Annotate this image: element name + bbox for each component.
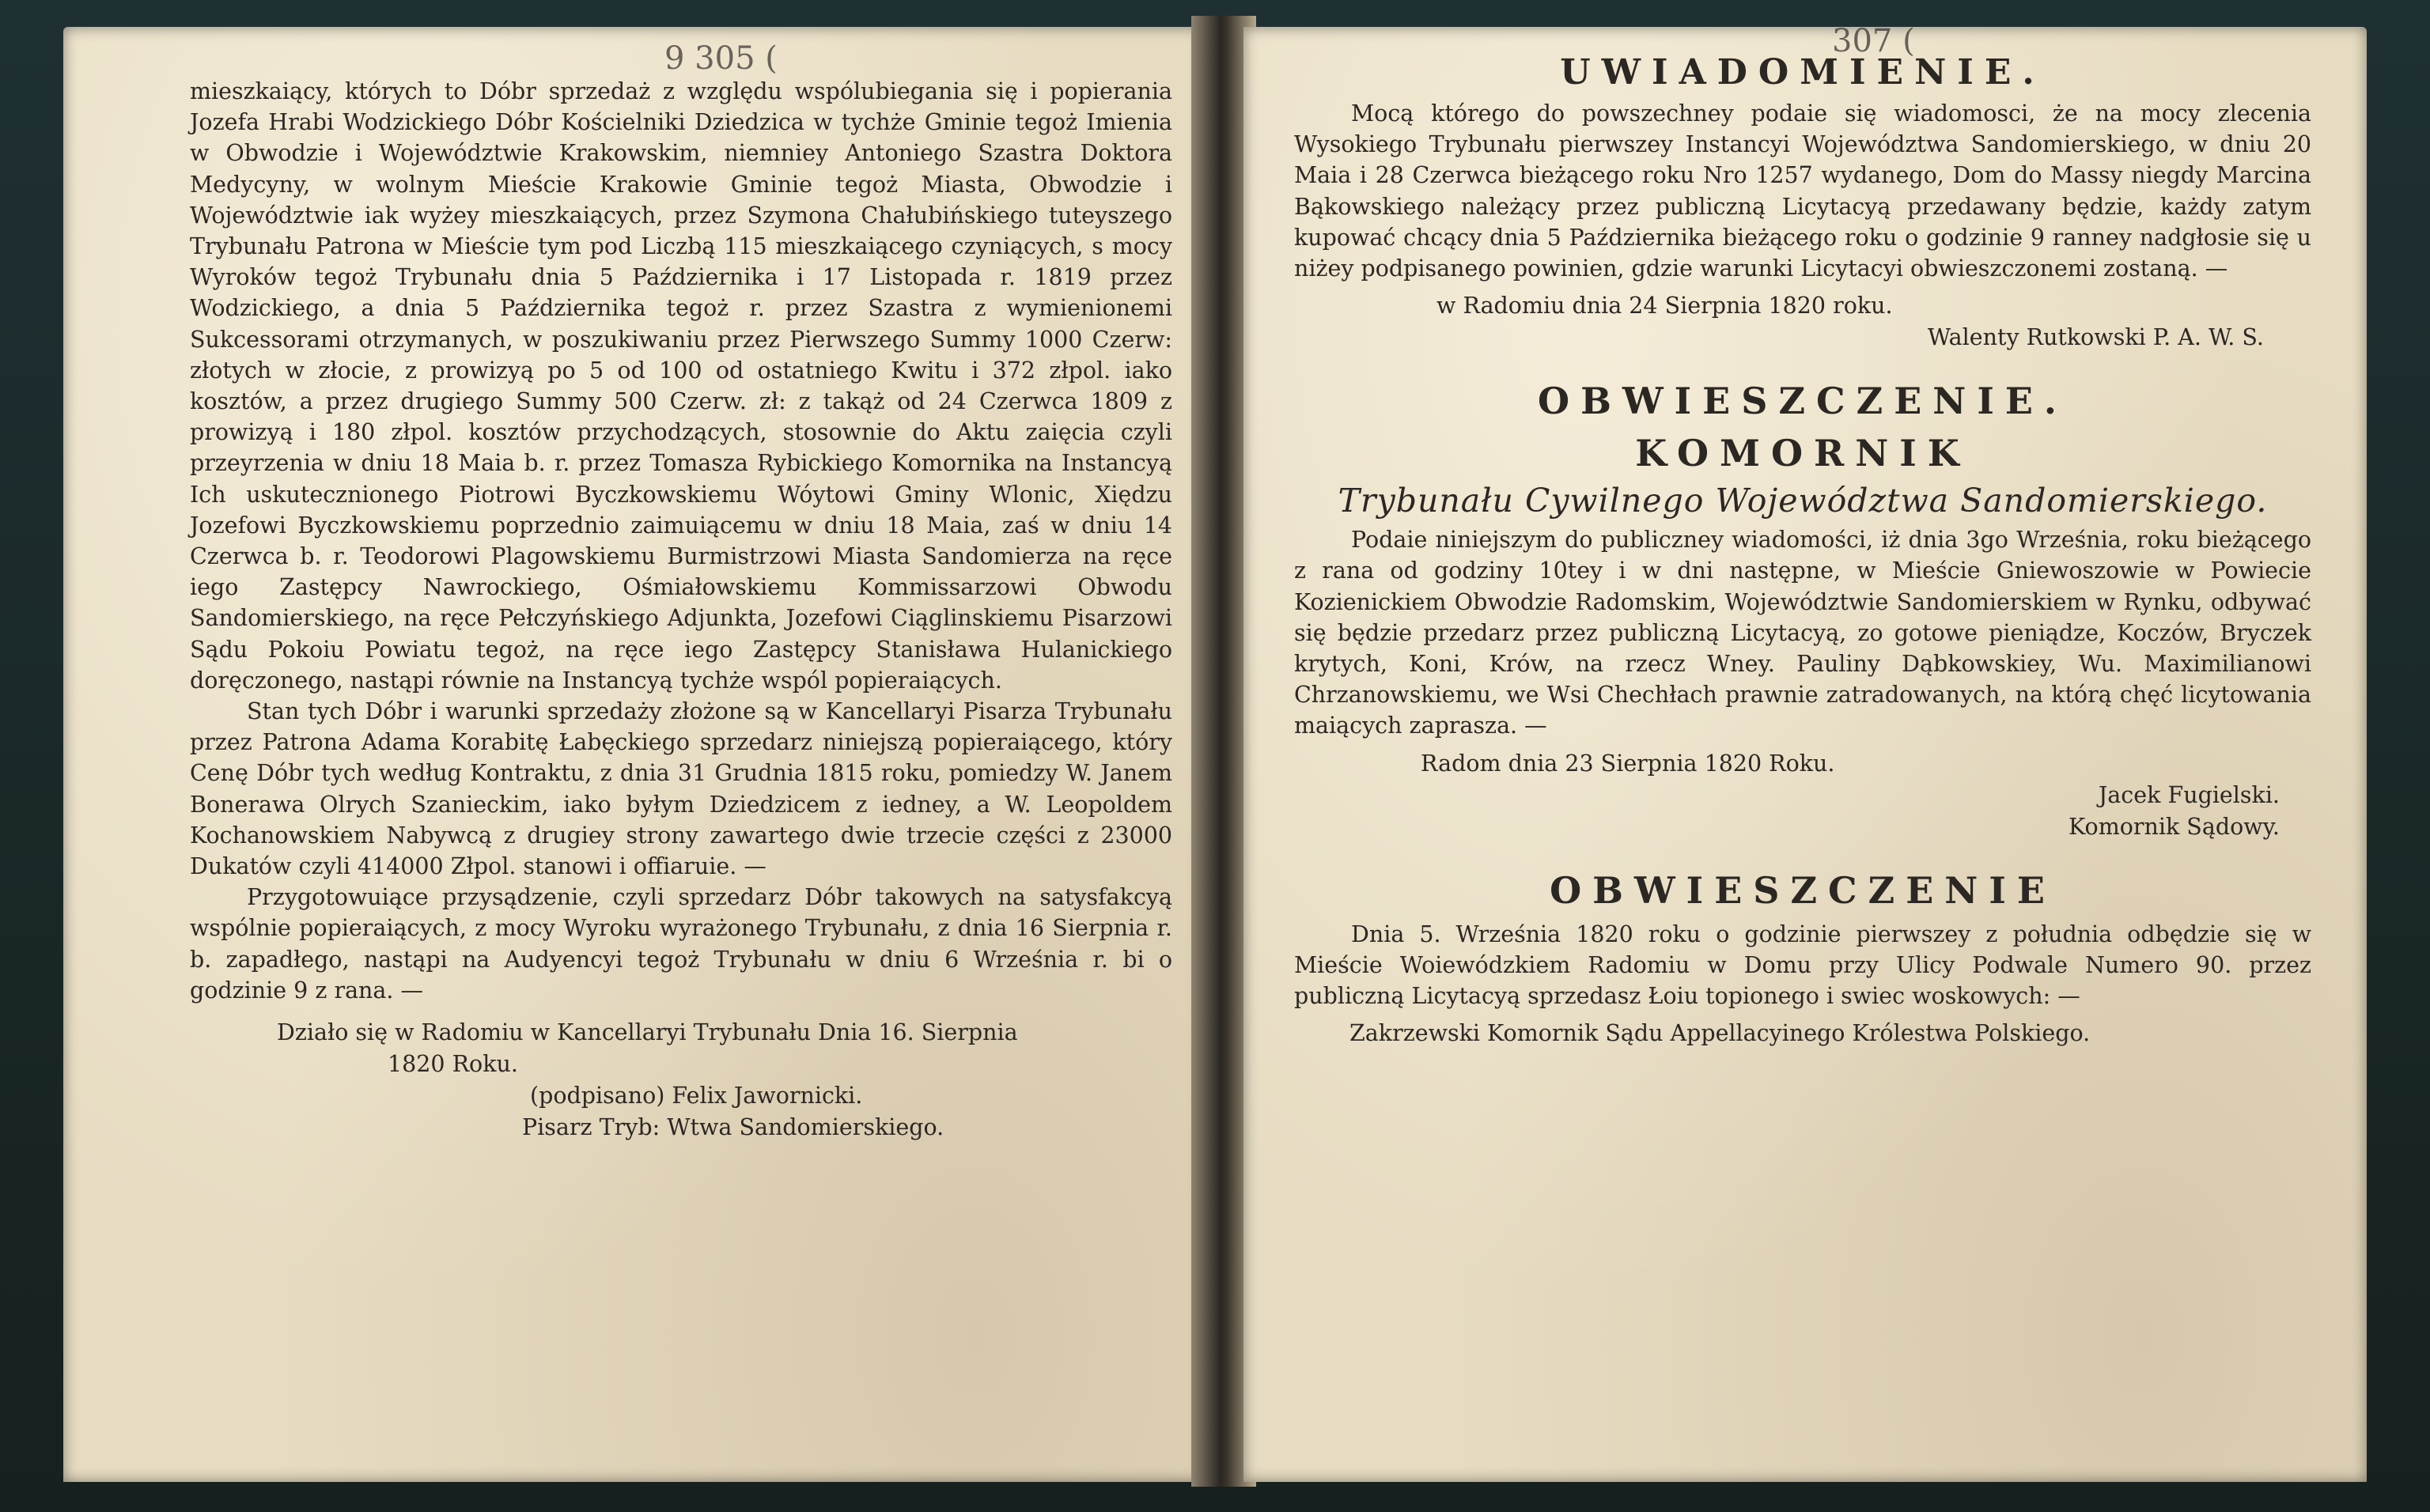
left-year-line: 1820 Roku.	[388, 1051, 518, 1078]
notice2-text	[1294, 524, 2311, 741]
left-paragraph: Stan tych Dóbr i warunki sprzedaży złożone są w Kancellaryi Pisarza Trybunału przez Patrona Adama Korabitę Łabęckiego sprzedarz niniejszą popieraiącego, który Cenę Dóbr tych według Kontraktu, z dnia 31 Grudnia 1815 roku, pomiedzy W. Janem Bonerawa Olrych Szanieckim, iako byłym Dziedzicem z iedney, a W. Leopoldem Kochanowskiem Nabywcą z drugiey strony zawartego dwie trzecie części z 23000 Dukatów czyli 414000 Złpol. stanowi i offiaruie. —	[190, 698, 1172, 880]
notice1-heading: UWIADOMIENIE.	[1560, 52, 2046, 93]
left-paragraph: Przygotowuiące przysądzenie, czyli sprzedarz Dóbr takowych na satysfakcyą wspólnie popieraiących, z mocy Wyroku wyrażonego Trybunału, z dnia 16 Sierpnia r. b. zapadłego, nastąpi na Audyencyi tegoż Trybunału w dniu 6 Września r. bi o godzinie 9 z rana. —	[190, 884, 1172, 1004]
notice2-paragraph: Podaie niniejszym do publiczney wiadomości, iż dnia 3go Września, roku bieżącego z rana od godziny 10tey i w dni następne, w Mieście Gniewoszowie w Powiecie Kozienickiem Obwodzie Radomskim, Województwie Sandomierskiem w Rynku, odbywać się będzie przedarz przez publiczną Licytacyą, zo gotowe pieniądze, Koczów, Bryczek krytych, Koni, Krów, na rzecz Wney. Pauliny Dąbkowskiey, Wu. Maximilianowi Chrzanowskiemu, we Wsi Chechłach prawnie zatradowanych, na którą chęć licytowania maiących zaprasza. —	[1294, 527, 2311, 739]
notice3-signature: Zakrzewski Komornik Sądu Appellacyinego Królestwa Polskiego.	[1349, 1020, 2091, 1047]
notice2-signature-title: Komornik Sądowy.	[2069, 813, 2280, 840]
notice2-heading: OBWIESZCZENIE.	[1538, 380, 2068, 423]
notice2-subheading: KOMORNIK	[1635, 432, 1970, 475]
left-signer-title: Pisarz Tryb: Wtwa Sandomierskiego.	[522, 1114, 944, 1141]
notice1-text	[1294, 98, 2311, 284]
notice3-heading: OBWIESZCZENIE	[1550, 868, 2056, 912]
right-page-number: 307 (	[1832, 23, 1915, 59]
left-page-number: 9 305 (	[664, 40, 778, 77]
notice2-signature-name: Jacek Fugielski.	[2098, 781, 2280, 808]
left-body-text	[190, 76, 1172, 1006]
notice1-signature: Walenty Rutkowski P. A. W. S.	[1927, 324, 2264, 351]
left-paragraph: mieszkaiący, których to Dóbr sprzedaż z względu wspólubiegania się i popierania Jozefa Hrabi Wodzickiego Dóbr Kościelniki Dziedzica w tychże Gminie tegoż Imienia w Obwodzie i Województwie Krakowskim, niemniey Antoniego Szastra Doktora Medycyny, w wolnym Mieście Krakowie Gminie tegoż Miasta, Obwodzie i Województwie iak wyżey mieszkaiących, przez Szymona Chałubińskiego tuteyszego Trybunału Patrona w Mieście tym pod Liczbą 115 mieszkaiącego czyniących, s mocy Wyroków tegoż Trybunału dnia 5 Października i 17 Listopada r. 1819 przez Wodzickiego, a dnia 5 Października tegoż r. przez Szastra z wymienionemi Sukcessorami otrzymanych, w poszukiwaniu przez Pierwszego Summy 1000 Czerw: złotych w złocie, z prowizyą po 5 od 100 od ostatniego Kwitu i 372 złpol. iako kosztów, a przez drugiego Summy 500 Czerw. zł: z takąż od 24 Czerwca 1809 z prowizyą i 180 złpol. kosztów przychodzących, stosownie do Aktu zaięcia czyli przeyrzenia w dniu 18 Maia b. r. przez Tomasza Rybickiego Komornika na Instancyą Ich uskutecznionego Piotrowi Byczkowskiemu Wóytowi Gminy Wlonic, Xiędzu Jozefowi Byczkowskiemu poprzednio zaimuiącemu w dniu 18 Maia, zaś w dniu 14 Czerwca b. r. Teodorowi Plagowskiemu Burmistrzowi Miasta Sandomierza na ręce iego Zastępcy Nawrockiego, Ośmiałowskiemu Kommissarzowi Obwodu Sandomierskiego, na ręce Pełczyńskiego Adjunkta, Jozefowi Ciąglinskiemu Pisarzowi Sądu Pokoiu Powiatu tegoż, na ręce iego Zastępcy Stanisława Hulanickiego doręczonego, nastąpi równie na Instancyą tychże wspól popieraiących.	[190, 78, 1172, 694]
notice2-court: Trybunału Cywilnego Województwa Sandomierskiego.	[1338, 482, 2268, 520]
left-signed-line: (podpisano) Felix Jawornicki.	[530, 1083, 863, 1109]
notice1-paragraph: Mocą którego do powszechney podaie się wiadomosci, że na mocy zlecenia Wysokiego Trybunału pierwszey Instancyi Województwa Sandomierskiego, w dniu 20 Maia i 28 Czerwca bieżącego roku Nro 1257 wydanego, Dom do Massy niegdy Marcina Bąkowskiego należący przez publiczną Licytacyą przedawany będzie, każdy zatym kupować chcący dnia 5 Października bieżącego roku o godzinie 9 ranney nadgłosie się u niżey podpisanego powinien, gdzie warunki Licytacyi obwieszczonemi zostaną. —	[1294, 100, 2311, 282]
notice2-place-date: Radom dnia 23 Sierpnia 1820 Roku.	[1421, 750, 1835, 777]
left-dated-line: Działo się w Radomiu w Kancellaryi Trybunału Dnia 16. Sierpnia	[277, 1019, 1018, 1046]
notice3-text	[1294, 919, 2311, 1012]
right-page	[1243, 23, 2367, 1482]
left-page	[63, 27, 1202, 1482]
notice1-place-date: w Radomiu dnia 24 Sierpnia 1820 roku.	[1436, 293, 1893, 319]
notice3-paragraph: Dnia 5. Września 1820 roku o godzinie pierwszey z południa odbędzie się w Mieście Woiewódzkiem Radomiu w Domu przy Ulicy Podwale Numero 90. przez publiczną Licytacyą sprzedasz Łoiu topionego i swiec woskowych: —	[1294, 920, 2311, 1010]
